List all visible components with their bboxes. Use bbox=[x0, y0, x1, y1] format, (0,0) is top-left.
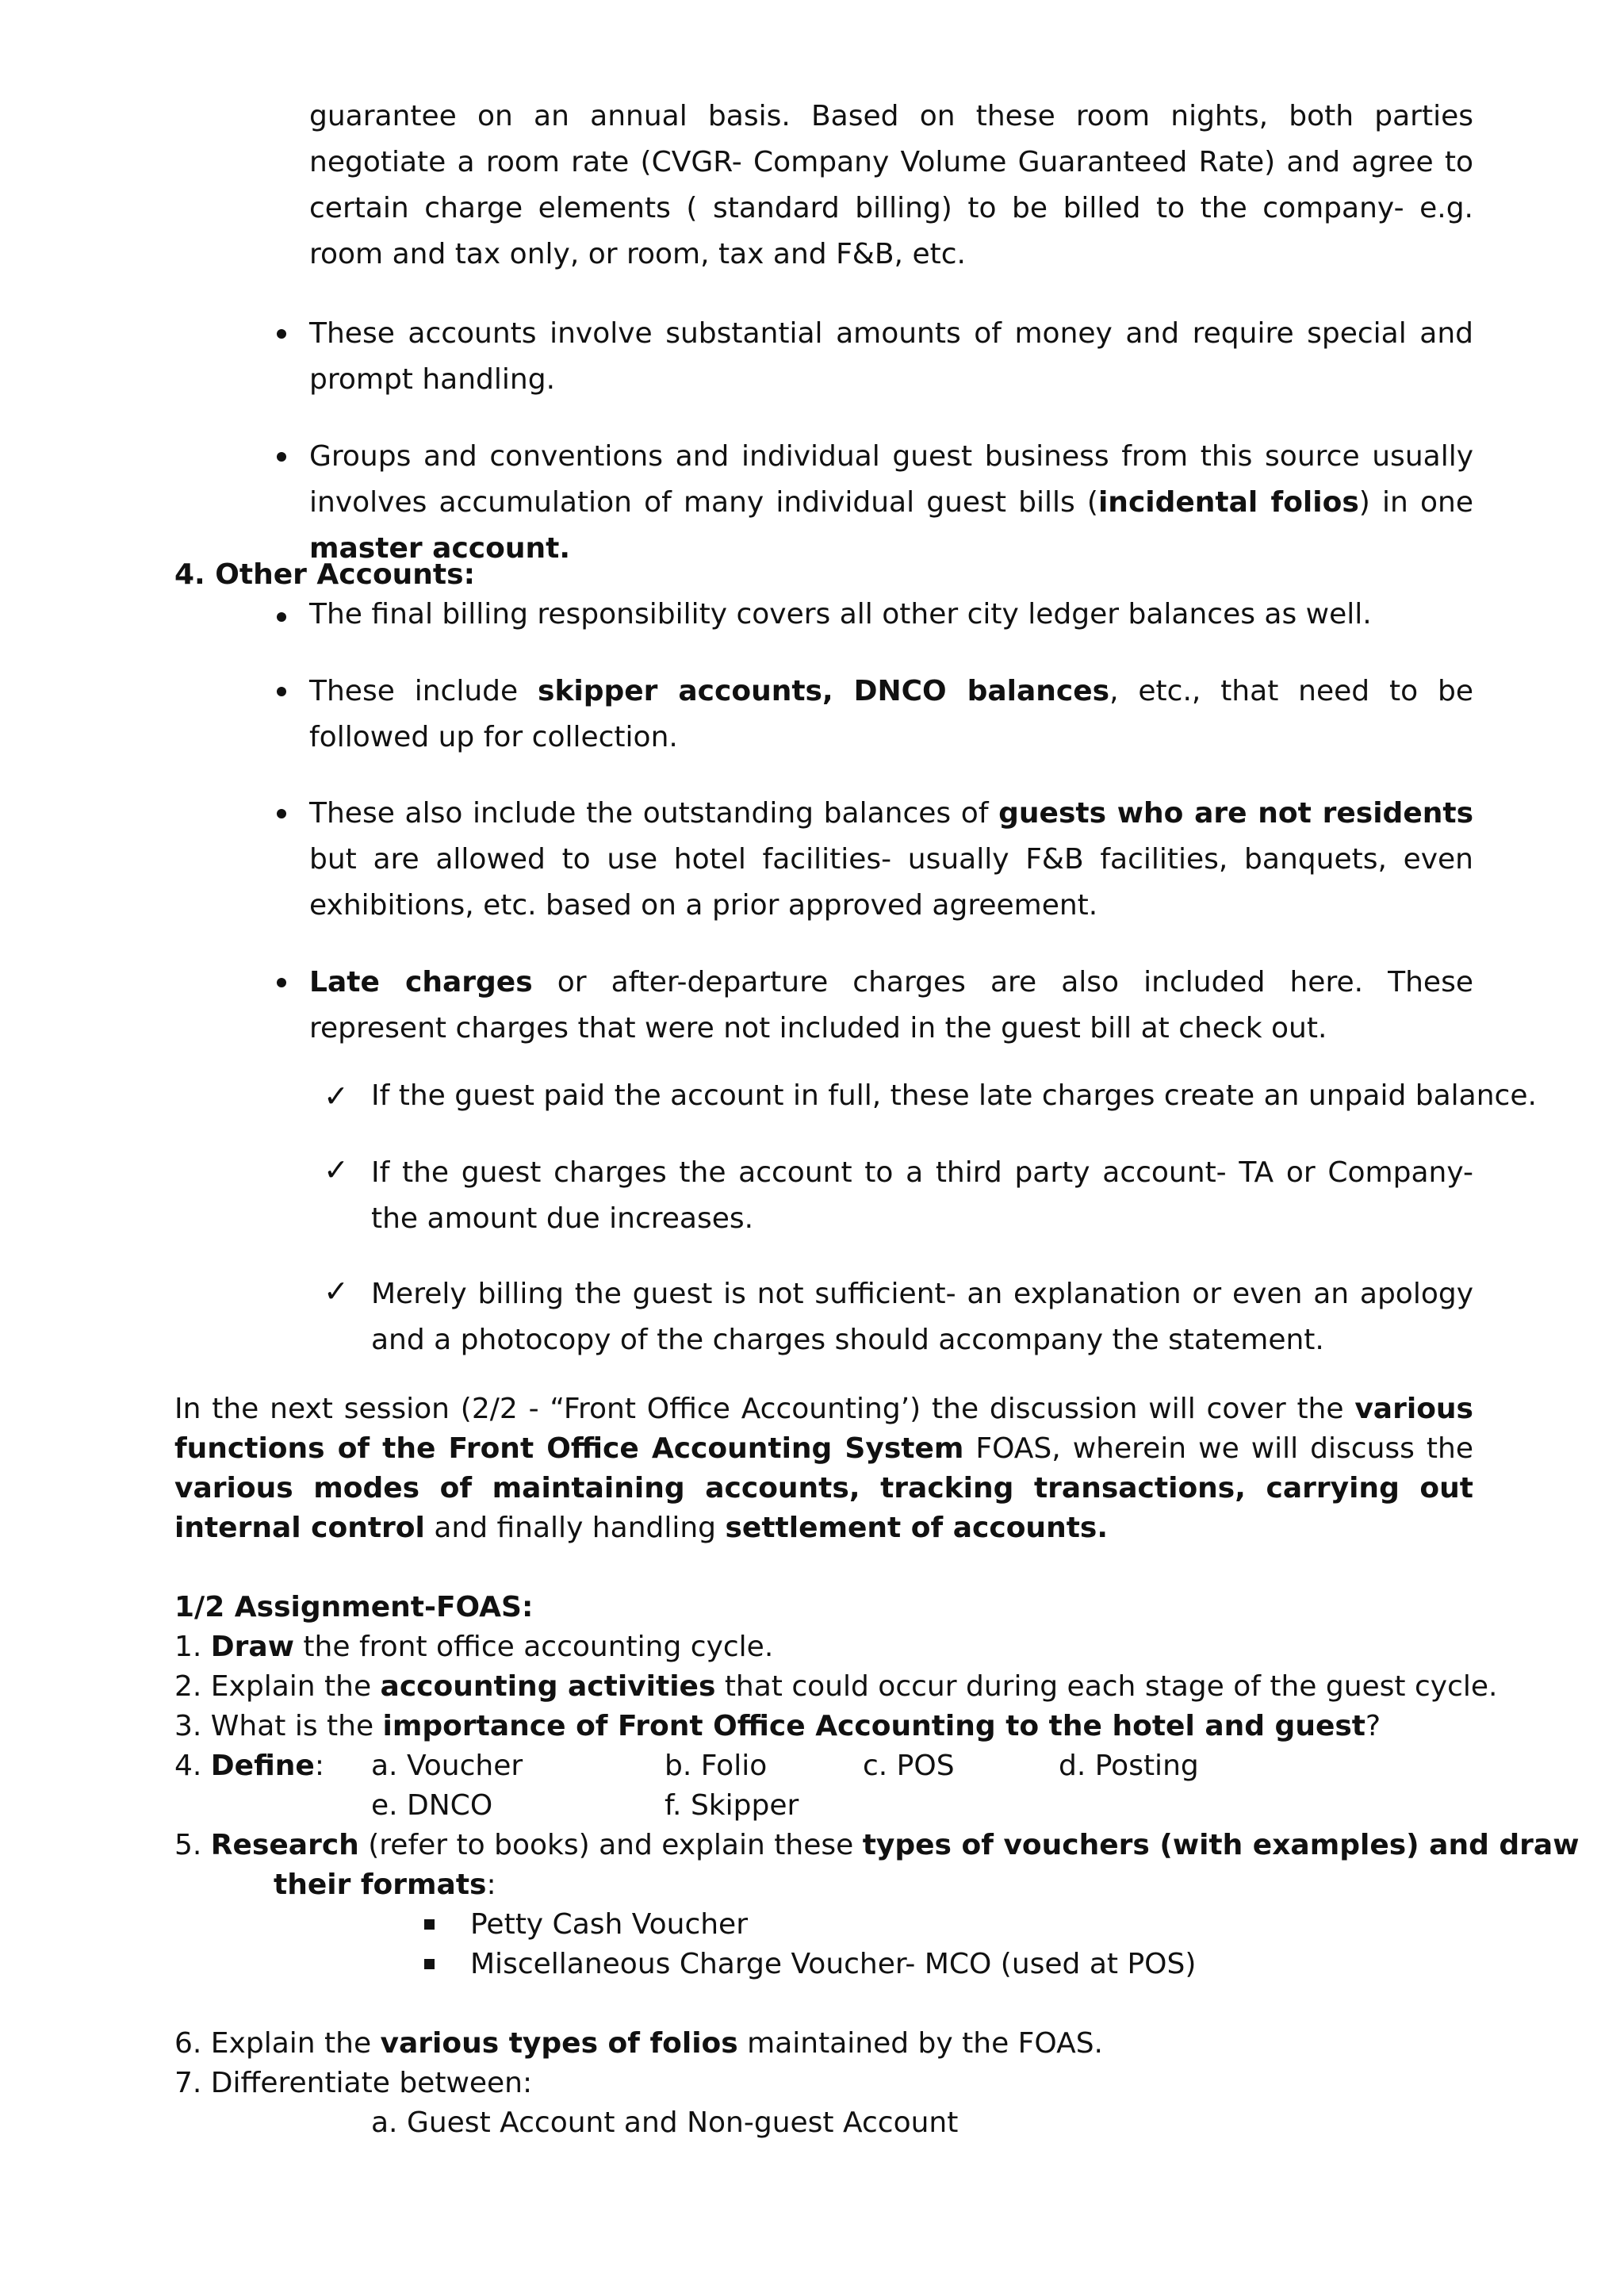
other-bullet-3: These also include the outstanding balances of guests who are not residents but are allowed to use hotel facilities- usually F&B facilities, banquets, even exhibitions, etc. based on a prior approved agreement. bbox=[309, 797, 1473, 922]
define-term: f. Skipper bbox=[665, 1789, 799, 1822]
checkmark-icon: ✓ bbox=[324, 1079, 349, 1114]
define-term: e. DNCO bbox=[371, 1789, 493, 1822]
assignment-q6: 6. Explain the various types of folios maintained by the FOAS. bbox=[174, 2027, 1104, 2060]
check-item-2: If the guest charges the account to a third party account- TA or Company- the amount due increases. bbox=[371, 1156, 1473, 1235]
bullet-dot bbox=[277, 329, 286, 339]
voucher-type-item: Miscellaneous Charge Voucher- MCO (used at POS) bbox=[470, 1948, 1197, 1980]
intro-bullet-1: These accounts involve substantial amounts of money and require special and prompt handling. bbox=[309, 317, 1473, 396]
checkmark-icon: ✓ bbox=[324, 1152, 349, 1187]
bullet-dot bbox=[277, 978, 286, 987]
assignment-q7-item-a: a. Guest Account and Non-guest Account bbox=[371, 2106, 959, 2139]
bullet-dot bbox=[277, 809, 286, 818]
intro-paragraph: guarantee on an annual basis. Based on these room nights, both parties negotiate a room rate (CVGR- Company Volume Guaranteed Rate) and agree to certain charge elements ( standard billing) to be billed to the company- e.g. room and tax only, or room, tax and F&B, etc. bbox=[309, 100, 1473, 270]
assignment-heading: 1/2 Assignment-FOAS: bbox=[174, 1591, 534, 1623]
next-session-paragraph: In the next session (2/2 - “Front Office Accounting’) the discussion will cover the various functions of the Front Office Accounting System FOAS, wherein we will discuss the various modes of maintaining accounts, tracking transactions, carrying out internal control and finally handling settlement of accounts. bbox=[174, 1393, 1473, 1544]
define-term: c. POS bbox=[863, 1750, 955, 1782]
checkmark-icon: ✓ bbox=[324, 1274, 349, 1309]
assignment-q5-continued: their formats: bbox=[274, 1869, 496, 1901]
other-bullet-1: The final billing responsibility covers all other city ledger balances as well. bbox=[309, 598, 1372, 631]
section-heading-other-accounts: 4. Other Accounts: bbox=[174, 558, 475, 591]
bullet-dot bbox=[277, 612, 286, 622]
other-bullet-2: These include skipper accounts, DNCO balances, etc., that need to be followed up for collection. bbox=[309, 675, 1473, 753]
assignment-q3: 3. What is the importance of Front Office Accounting to the hotel and guest? bbox=[174, 1710, 1381, 1742]
intro-bullet-2: Groups and conventions and individual guest business from this source usually involves accumulation of many individual guest bills (incidental folios) in one master account. bbox=[309, 440, 1473, 565]
define-term: d. Posting bbox=[1059, 1750, 1199, 1782]
define-term: a. Voucher bbox=[371, 1750, 523, 1782]
assignment-q2: 2. Explain the accounting activities that could occur during each stage of the guest cycle. bbox=[174, 1670, 1498, 1703]
square-bullet-icon bbox=[424, 1959, 435, 1969]
voucher-type-item: Petty Cash Voucher bbox=[470, 1908, 748, 1941]
assignment-q4: 4. Define: bbox=[174, 1750, 324, 1782]
assignment-q5: 5. Research (refer to books) and explain these types of vouchers (with examples) and draw bbox=[174, 1829, 1580, 1861]
assignment-q1: 1. Draw the front office accounting cycle. bbox=[174, 1631, 774, 1663]
bullet-dot bbox=[277, 687, 286, 696]
define-term: b. Folio bbox=[665, 1750, 768, 1782]
assignment-q7: 7. Differentiate between: bbox=[174, 2067, 533, 2099]
other-bullet-4: Late charges or after-departure charges are also included here. These represent charges that were not included in the guest bill at check out. bbox=[309, 966, 1473, 1045]
bullet-dot bbox=[277, 452, 286, 462]
check-item-1: If the guest paid the account in full, these late charges create an unpaid balance. bbox=[371, 1079, 1537, 1112]
square-bullet-icon bbox=[424, 1919, 435, 1930]
check-item-3: Merely billing the guest is not sufficient- an explanation or even an apology and a photocopy of the charges should accompany the statement. bbox=[371, 1278, 1473, 1356]
